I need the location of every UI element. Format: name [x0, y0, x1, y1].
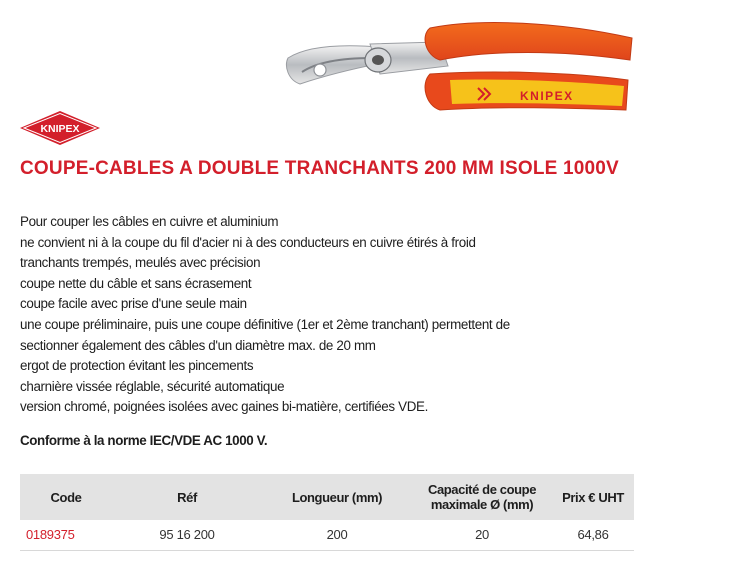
description-line: version chromé, poignées isolées avec gaines bi-matière, certifiées VDE.	[20, 399, 428, 415]
description-line: charnière vissée réglable, sécurité automatique	[20, 378, 285, 394]
norm-statement: Conforme à la norme IEC/VDE AC 1000 V.	[20, 433, 268, 448]
product-description	[20, 212, 720, 418]
product-table	[20, 474, 634, 551]
knipex-logo	[18, 109, 102, 147]
header-price: Prix € UHT	[562, 489, 624, 505]
cell-ref: 95 16 200	[159, 527, 215, 543]
table-header-row	[20, 474, 634, 520]
cell-capacity: 20	[475, 527, 489, 543]
product-image	[280, 14, 640, 124]
logo-text: KNIPEX	[40, 123, 80, 135]
description-line: coupe nette du câble et sans écrasement	[20, 275, 252, 291]
description-line: ergot de protection évitant les pincements	[20, 358, 254, 374]
header-ref: Réf	[177, 489, 197, 505]
description-line: ne convient ni à la coupe du fil d'acier ni à des conducteurs en cuivre étirés à froid	[20, 234, 476, 250]
description-line: Pour couper les câbles en cuivre et aluminium	[20, 214, 279, 229]
cell-price: 64,86	[577, 527, 609, 543]
header-code: Code	[50, 489, 82, 505]
description-line: tranchants trempés, meulés avec précision	[20, 255, 261, 271]
description-line: coupe facile avec prise d'une seule main	[20, 296, 247, 312]
header-capacity	[412, 474, 552, 520]
header-length: Longueur (mm)	[291, 489, 383, 505]
header-capacity-line2: maximale Ø (mm)	[430, 497, 534, 512]
cell-code[interactable]: 0189375	[26, 527, 75, 543]
description-line: sectionner également des câbles d'un diamètre max. de 20 mm	[20, 337, 376, 353]
table-row	[20, 520, 634, 550]
description-line: une coupe préliminaire, puis une coupe définitive (1er et 2ème tranchant) permettent de	[20, 316, 510, 332]
header-capacity-line1: Capacité de coupe	[427, 482, 537, 497]
product-title: COUPE-CABLES A DOUBLE TRANCHANTS 200 MM ISOLE 1000V	[20, 158, 619, 179]
cell-length: 200	[326, 527, 348, 543]
handle-brand-text: KNIPEX	[520, 89, 574, 103]
